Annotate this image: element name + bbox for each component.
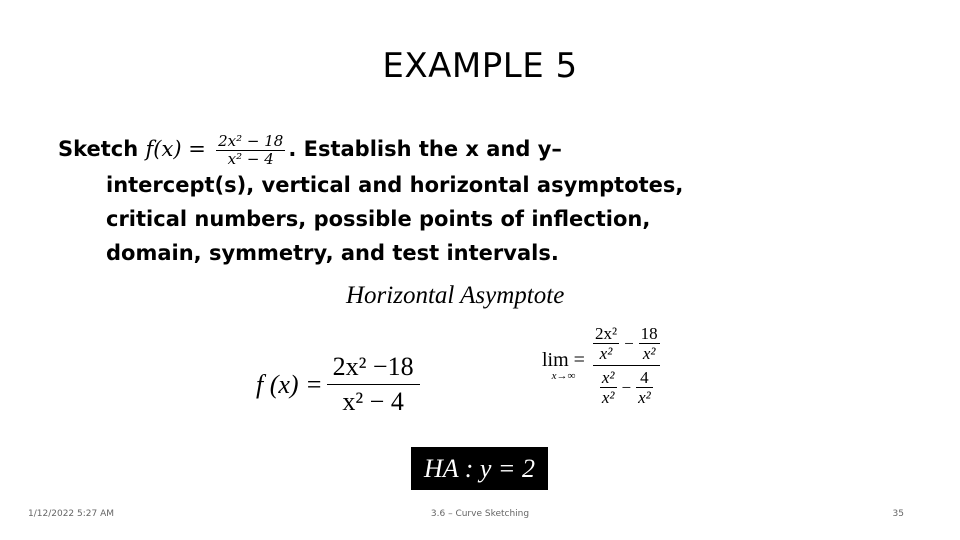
limit-term-num: x²	[601, 368, 615, 387]
footer-page-number: 35	[892, 509, 904, 519]
equation-denominator: x² − 4	[342, 387, 404, 416]
function-equation	[256, 352, 420, 417]
problem-denominator: x² − 4	[227, 149, 274, 168]
limit-minus: −	[621, 377, 632, 397]
limit-term-den: x²	[599, 344, 613, 363]
limit-term	[593, 324, 619, 363]
problem-line-1-tail: . Establish the x and y–	[288, 137, 562, 161]
limit-denominator-row	[593, 368, 660, 407]
result-box: HA : y = 2	[411, 447, 548, 490]
lim-subscript: x→∞	[551, 369, 576, 382]
equation-fraction	[327, 352, 420, 417]
limit-term-num: 2x²	[594, 324, 618, 343]
slide-title: EXAMPLE 5	[382, 46, 578, 86]
limit-term-den: x²	[638, 388, 651, 407]
limit-expression	[542, 324, 660, 407]
lim-word: lim =	[542, 348, 585, 371]
footer-title: 3.6 – Curve Sketching	[430, 509, 530, 519]
limit-main-bar	[593, 365, 660, 366]
problem-line-1	[58, 132, 858, 168]
equation-lhs: f (x) =	[256, 369, 323, 399]
problem-line-2: intercept(s), vertical and horizontal asymptotes,	[106, 172, 684, 197]
problem-function-name: f(x) =	[145, 137, 206, 161]
limit-term	[636, 368, 653, 407]
footer-date: 1/12/2022 5:27 AM	[28, 509, 115, 519]
section-heading: Horizontal Asymptote	[346, 282, 565, 309]
limit-numerator-row	[593, 324, 660, 363]
sketch-word: Sketch	[58, 137, 139, 161]
problem-numerator: 2x² − 18	[218, 131, 284, 150]
problem-statement	[58, 132, 858, 270]
limit-term-num: 18	[640, 324, 658, 343]
limit-term	[600, 368, 617, 407]
lim-operator	[542, 350, 585, 382]
limit-term	[639, 324, 660, 363]
limit-term-den: x²	[601, 388, 615, 407]
limit-minus: −	[624, 333, 634, 353]
equation-numerator: 2x² −18	[327, 352, 420, 385]
limit-compound-fraction	[593, 324, 660, 407]
limit-term-den: x²	[642, 344, 656, 363]
problem-line-3: critical numbers, possible points of inflection,	[106, 206, 651, 231]
limit-term-num: 4	[636, 368, 653, 388]
problem-line-4: domain, symmetry, and test intervals.	[106, 240, 559, 265]
problem-fraction	[216, 133, 285, 168]
